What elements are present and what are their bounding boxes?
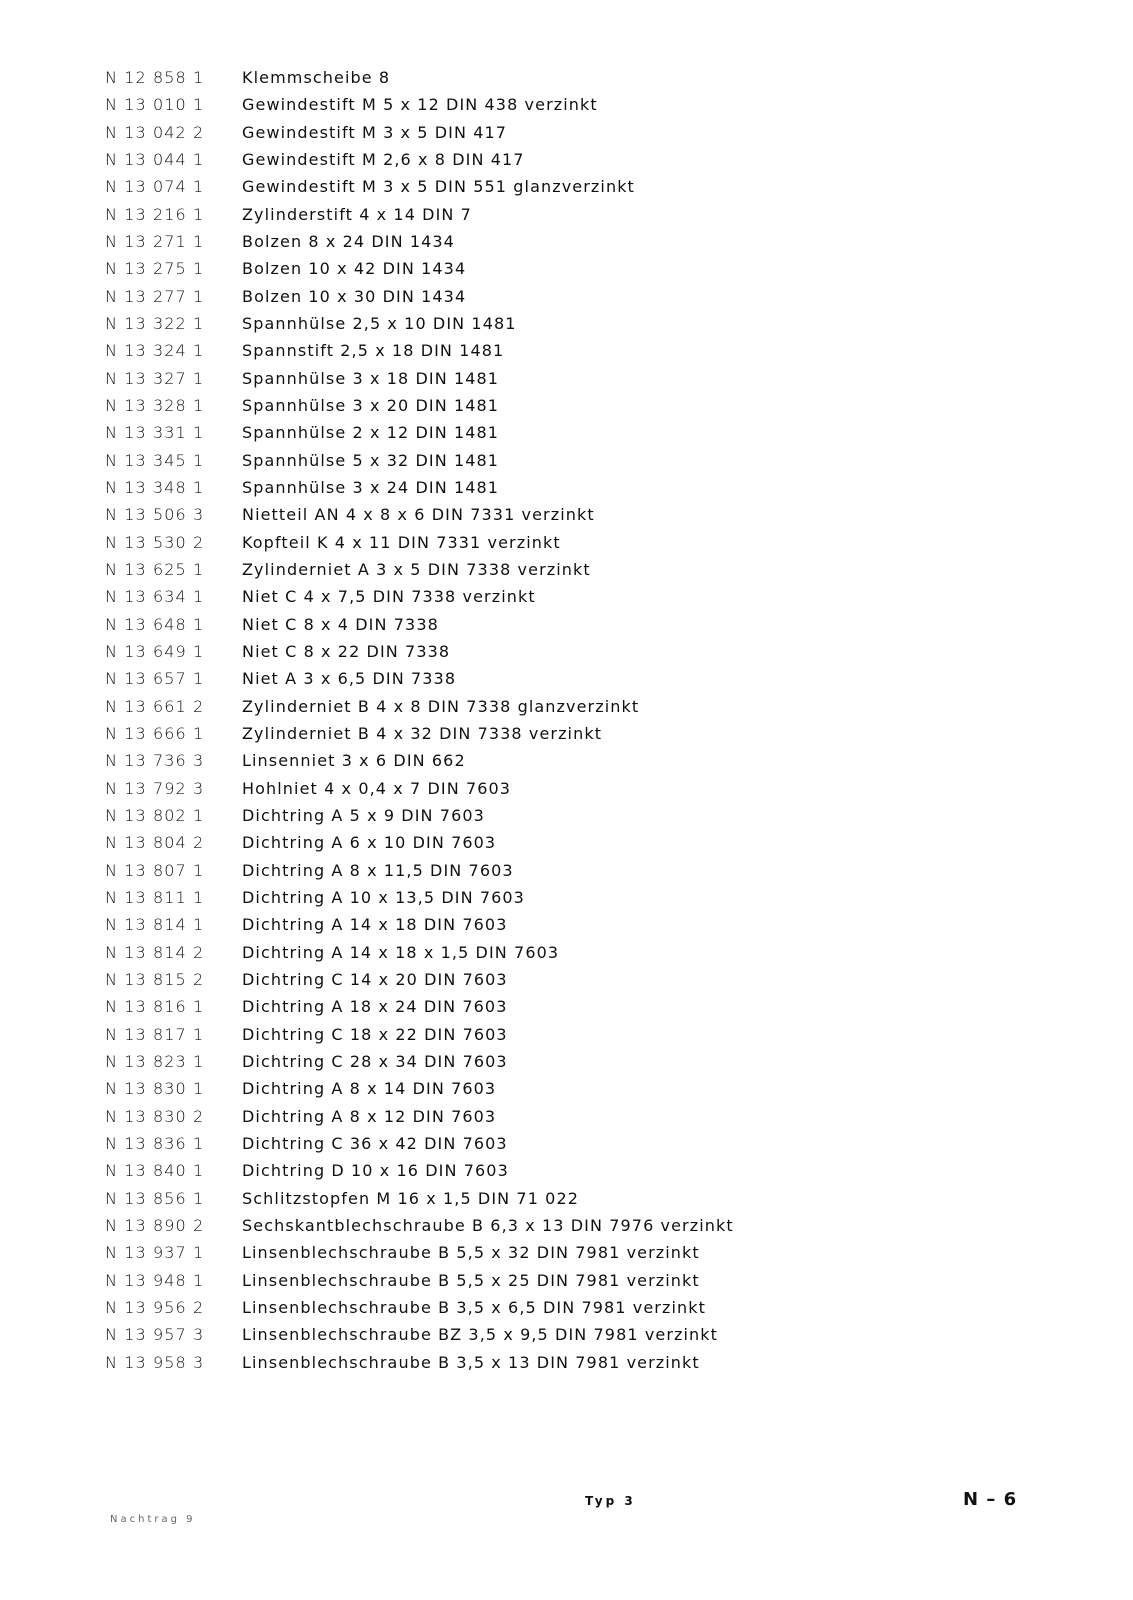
part-row [105,365,734,392]
part-description: Dichtring A 5 x 9 DIN 7603 [242,806,485,826]
part-row [105,1239,734,1266]
part-description: Dichtring A 14 x 18 x 1,5 DIN 7603 [242,942,560,962]
part-number: N 13 530 2 [105,532,205,552]
part-number: N 13 830 2 [105,1106,205,1126]
part-description: Gewindestift M 2,6 x 8 DIN 417 [242,150,525,170]
part-row [105,638,734,665]
part-row [105,1184,734,1211]
part-number: N 13 807 1 [105,860,205,880]
part-description: Dichtring A 14 x 18 DIN 7603 [242,915,508,935]
part-description: Dichtring C 14 x 20 DIN 7603 [242,969,508,989]
part-row [105,447,734,474]
part-number: N 13 814 1 [105,915,205,935]
part-row [105,337,734,364]
part-number: N 13 634 1 [105,587,205,607]
part-number: N 12 858 1 [105,68,205,88]
part-row [105,720,734,747]
part-number: N 13 345 1 [105,450,205,470]
part-row [105,1157,734,1184]
part-number: N 13 657 1 [105,669,205,689]
part-row [105,146,734,173]
part-description: Niet C 4 x 7,5 DIN 7338 verzinkt [242,587,536,607]
part-description: Zylinderniet B 4 x 32 DIN 7338 verzinkt [242,724,603,744]
part-description: Dichtring C 36 x 42 DIN 7603 [242,1133,508,1153]
part-row [105,1266,734,1293]
part-description: Zylinderniet B 4 x 8 DIN 7338 glanzverzinkt [242,696,640,716]
part-number: N 13 817 1 [105,1024,205,1044]
part-description: Bolzen 10 x 42 DIN 1434 [242,259,467,279]
part-number: N 13 322 1 [105,314,205,334]
part-description: Spannhülse 3 x 18 DIN 1481 [242,368,500,388]
part-row [105,911,734,938]
part-number: N 13 840 1 [105,1161,205,1181]
part-number: N 13 044 1 [105,150,205,170]
part-row [105,255,734,282]
part-number: N 13 811 1 [105,888,205,907]
part-number: N 13 823 1 [105,1051,205,1071]
part-description: Sechskantblechschraube B 6,3 x 13 DIN 7976 verzinkt [242,1215,734,1235]
part-description: Dichtring A 8 x 12 DIN 7603 [242,1106,497,1126]
part-number: N 13 792 3 [105,778,205,798]
part-description: Zylinderstift 4 x 14 DIN 7 [242,204,472,224]
part-row [105,1130,734,1157]
part-row [105,1075,734,1102]
part-description: Spannstift 2,5 x 18 DIN 1481 [242,341,505,361]
part-description: Bolzen 10 x 30 DIN 1434 [242,286,467,306]
part-description: Spannhülse 2 x 12 DIN 1481 [242,423,500,443]
part-number: N 13 506 3 [105,505,205,525]
part-description: Linsenblechschraube BZ 3,5 x 9,5 DIN 7981 verzinkt [242,1325,719,1345]
part-description: Gewindestift M 3 x 5 DIN 417 [242,122,508,142]
part-description: Spannhülse 5 x 32 DIN 1481 [242,450,500,470]
part-row [105,556,734,583]
part-row [105,802,734,829]
part-description: Dichtring A 8 x 14 DIN 7603 [242,1079,497,1099]
part-number: N 13 074 1 [105,177,205,197]
part-number: N 13 042 2 [105,122,205,142]
part-number: N 13 010 1 [105,95,205,115]
part-row [105,419,734,446]
part-number: N 13 836 1 [105,1133,205,1153]
part-number: N 13 956 2 [105,1297,205,1317]
part-row [105,1048,734,1075]
part-description: Dichtring D 10 x 16 DIN 7603 [242,1161,509,1181]
part-description: Gewindestift M 5 x 12 DIN 438 verzinkt [242,95,598,115]
part-row [105,392,734,419]
part-row [105,201,734,228]
part-row [105,583,734,610]
part-number: N 13 666 1 [105,724,205,744]
part-description: Niet C 8 x 22 DIN 7338 [242,642,451,662]
part-row [105,64,734,91]
part-number: N 13 804 2 [105,833,205,853]
part-row [105,884,734,911]
part-description: Dichtring C 28 x 34 DIN 7603 [242,1051,508,1071]
part-number: N 13 736 3 [105,751,205,771]
part-description: Nietteil AN 4 x 8 x 6 DIN 7331 verzinkt [242,505,595,525]
part-description: Kopfteil K 4 x 11 DIN 7331 verzinkt [242,532,561,552]
part-description: Spannhülse 2,5 x 10 DIN 1481 [242,314,517,334]
part-number: N 13 649 1 [105,642,205,662]
part-row [105,1212,734,1239]
part-row [105,939,734,966]
part-number: N 13 327 1 [105,368,205,388]
part-row [105,665,734,692]
part-row [105,91,734,118]
part-number: N 13 830 1 [105,1079,205,1099]
part-description: Zylinderniet A 3 x 5 DIN 7338 verzinkt [242,560,591,580]
part-description: Dichtring A 6 x 10 DIN 7603 [242,833,497,853]
part-row [105,474,734,501]
part-number: N 13 216 1 [105,204,205,224]
part-number: N 13 328 1 [105,396,205,416]
part-description: Linsenblechschraube B 5,5 x 32 DIN 7981 verzinkt [242,1243,700,1263]
type-label: Typ 3 [585,1494,636,1508]
part-description: Linsenblechschraube B 5,5 x 25 DIN 7981 verzinkt [242,1270,700,1290]
part-row [105,747,734,774]
part-number: N 13 890 2 [105,1215,205,1235]
part-description: Hohlniet 4 x 0,4 x 7 DIN 7603 [242,778,512,798]
part-number: N 13 814 2 [105,942,205,962]
part-number: N 13 277 1 [105,286,205,306]
parts-list [105,64,734,1376]
part-row [105,529,734,556]
part-number: N 13 937 1 [105,1243,205,1263]
part-row [105,173,734,200]
part-description: Dichtring A 10 x 13,5 DIN 7603 [242,888,525,907]
page-number: N – 6 [963,1489,1018,1510]
part-row [105,283,734,310]
part-row [105,1348,734,1375]
part-row [105,1020,734,1047]
part-row [105,611,734,638]
part-description: Spannhülse 3 x 24 DIN 1481 [242,478,500,498]
part-description: Linsenblechschraube B 3,5 x 6,5 DIN 7981 verzinkt [242,1297,706,1317]
part-number: N 13 948 1 [105,1270,205,1290]
part-row [105,993,734,1020]
part-row [105,501,734,528]
part-row [105,228,734,255]
part-description: Gewindestift M 3 x 5 DIN 551 glanzverzinkt [242,177,635,197]
part-description: Niet A 3 x 6,5 DIN 7338 [242,669,457,689]
part-number: N 13 648 1 [105,614,205,634]
part-number: N 13 958 3 [105,1352,205,1372]
part-description: Dichtring A 18 x 24 DIN 7603 [242,997,508,1017]
part-description: Niet C 8 x 4 DIN 7338 [242,614,439,634]
part-row [105,857,734,884]
part-row [105,310,734,337]
part-number: N 13 625 1 [105,560,205,580]
part-description: Linsenblechschraube B 3,5 x 13 DIN 7981 verzinkt [242,1352,700,1372]
part-number: N 13 324 1 [105,341,205,361]
part-row [105,1294,734,1321]
part-number: N 13 856 1 [105,1188,205,1208]
part-number: N 13 815 2 [105,969,205,989]
supplement-label: Nachtrag 9 [110,1514,196,1525]
part-row [105,1321,734,1348]
part-number: N 13 271 1 [105,232,205,252]
part-row [105,775,734,802]
part-description: Dichtring C 18 x 22 DIN 7603 [242,1024,508,1044]
part-description: Bolzen 8 x 24 DIN 1434 [242,232,455,252]
part-description: Schlitzstopfen M 16 x 1,5 DIN 71 022 [242,1188,580,1208]
part-description: Spannhülse 3 x 20 DIN 1481 [242,396,500,416]
part-description: Dichtring A 8 x 11,5 DIN 7603 [242,860,514,880]
part-number: N 13 275 1 [105,259,205,279]
part-row [105,829,734,856]
part-number: N 13 661 2 [105,696,205,716]
part-description: Klemmscheibe 8 [242,68,391,88]
part-row [105,693,734,720]
part-number: N 13 816 1 [105,997,205,1017]
part-number: N 13 802 1 [105,806,205,826]
part-number: N 13 331 1 [105,423,205,443]
part-row [105,119,734,146]
part-number: N 13 957 3 [105,1325,205,1345]
part-row [105,966,734,993]
part-row [105,1102,734,1129]
part-number: N 13 348 1 [105,478,205,498]
part-description: Linsenniet 3 x 6 DIN 662 [242,751,466,771]
